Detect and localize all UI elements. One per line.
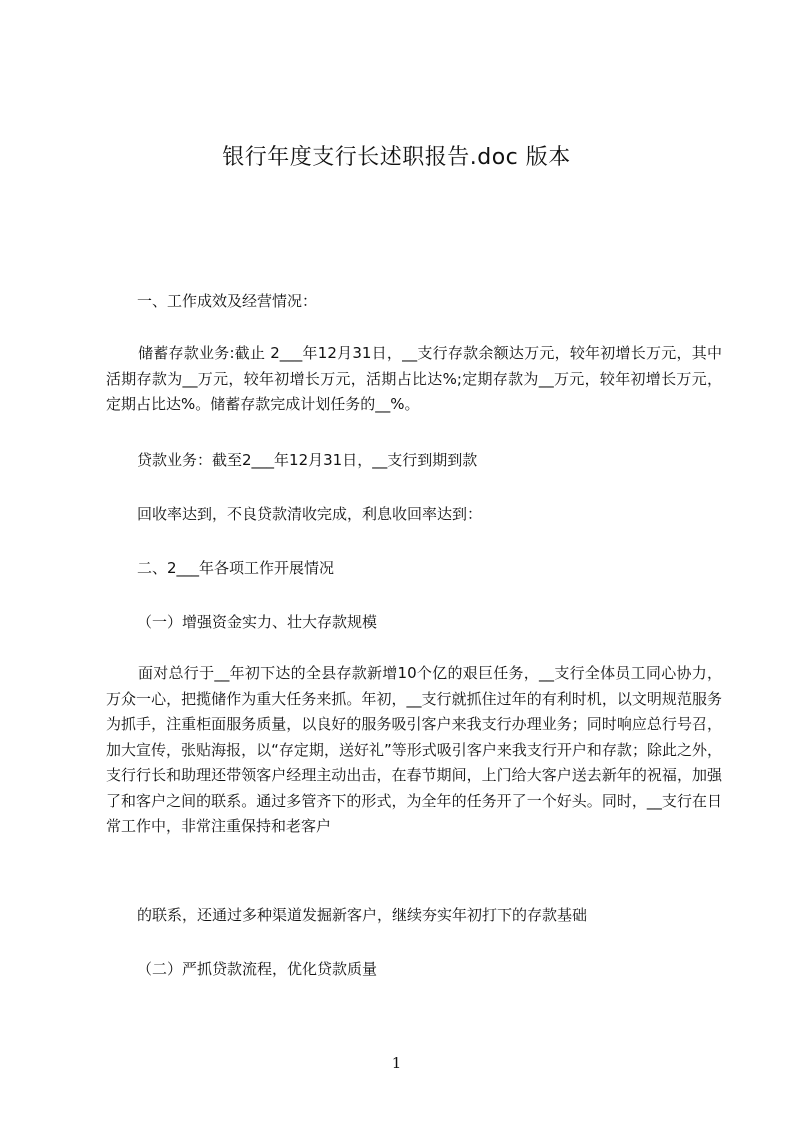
subsection-heading-1: （一）增强资金实力、壮大存款规模 [137,613,378,631]
recovery-rate-line: 回收率达到，不良贷款清收完成，利息收回率达到： [137,505,483,523]
section-heading-1: 一、工作成效及经营情况： [137,292,318,310]
continuation-line: 的联系，还通过多种渠道发掘新客户，继续夯实年初打下的存款基础 [137,906,588,924]
subsection-heading-2: （二）严抓贷款流程，优化贷款质量 [137,960,378,978]
loan-business-line: 贷款业务：截至2___年12月31日，__支行到期到款 [137,451,478,469]
deposit-growth-paragraph: 面对总行于__年初下达的全县存款新增10个亿的艰巨任务，__支行全体员工同心协力，万众一心，把揽储作为重大任务来抓。年初，__支行就抓住过年的有利时机，以文明规范服务为抓手，注重柜面服务质量，以良好的服务吸引客户来我支行办理业务；同时响应总行号召，加大宣传，张贴海报，以“存定期，送好礼”等形式吸引客户来我支行开户和存款；除此之外，支行行长和助理还带领客户经理主动出击，在春节期间，上门给大客户送去新年的祝福，加强了和客户之间的联系。通过多管齐下的形式，为全年的任务开了一个好头。同时，__支行在日常工作中，非常注重保持和老客户 [106,664,722,835]
page-number: 1 [391,1054,402,1072]
savings-paragraph: 储蓄存款业务:截止 2___年12月31日，__支行存款余额达万元，较年初增长万元，其中活期存款为__万元，较年初增长万元，活期占比达%;定期存款为__万元，较年初增长万元，定期占比达%。储蓄存款完成计划任务的__%。 [106,344,722,413]
section-heading-2: 二、2___年各项工作开展情况 [137,559,335,577]
document-title: 银行年度支行长述职报告.doc 版本 [222,145,571,170]
